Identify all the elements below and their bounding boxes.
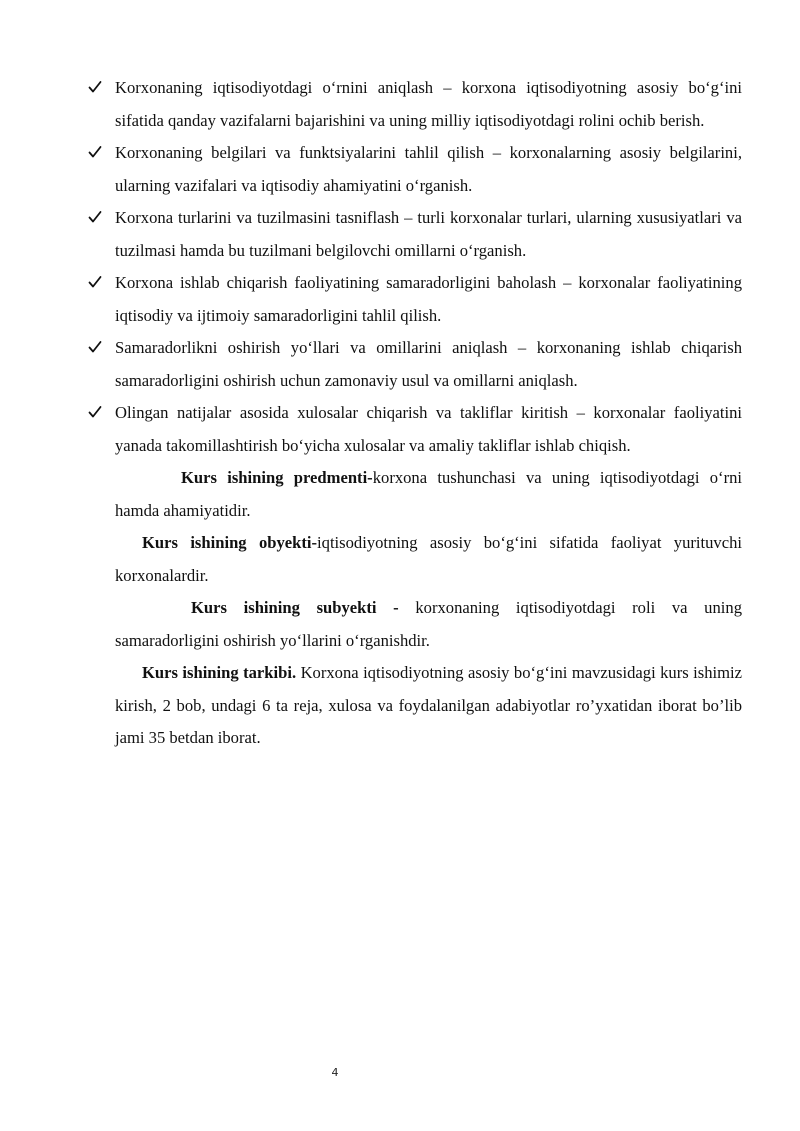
checkmark-icon: [88, 202, 108, 234]
list-item-text: Korxonaning iqtisodiyotdagi o‘rnini aniqlash – korxona iqtisodiyotning asosiy bo‘g‘ini sifatida qanday vazifalarni bajarishini va uning milliy iqtisodiyotdagi rolini ochib berish.: [115, 78, 742, 130]
list-item-text: Korxonaning belgilari va funktsiyalarini tahlil qilish – korxonalarning asosiy belgilarini, ularning vazifalari va iqtisodiy ahamiyatini o‘rganish.: [115, 143, 742, 195]
list-item-text: Olingan natijalar asosida xulosalar chiqarish va takliflar kiritish – korxonalar faoliyatini yanada takomillashtirish bo‘yicha xulosalar va amaliy takliflar ishlab chiqish.: [115, 403, 742, 455]
subyekt-paragraph: [88, 592, 742, 657]
obyekt-paragraph: [88, 527, 742, 592]
predmet-text: korxona tushunchasi va uning iqtisodiyotdagi o‘rni hamda ahamiyatidir.: [115, 468, 743, 520]
list-item: [88, 72, 742, 137]
subyekt-text: korxonaning iqtisodiyotdagi roli va uning samaradorligini oshirish yo‘llarini o‘rganishdir.: [115, 598, 742, 650]
predmet-paragraph: [88, 462, 742, 527]
obyekt-label: Kurs ishining obyekti-: [142, 533, 318, 552]
checkmark-icon: [88, 397, 108, 429]
list-item: [88, 332, 742, 397]
list-item: [88, 397, 742, 462]
tarkib-text: Korxona iqtisodiyotning asosiy bo‘g‘ini mavzusidagi kurs ishimiz kirish, 2 bob, undagi 6 ta reja, xulosa va foydalanilgan adabiyotlar ro’yxatidan iborat bo’lib jami 35 betdan iborat.: [115, 663, 742, 747]
list-item: [88, 137, 742, 202]
tarkib-label: Kurs ishining tarkibi.: [142, 663, 297, 682]
checkmark-icon: [88, 332, 108, 364]
list-item-text: Korxona ishlab chiqarish faoliyatining samaradorligini baholash – korxonalar faoliyatining iqtisodiy va ijtimoiy samaradorligini tahlil qilish.: [115, 273, 742, 325]
list-item: [88, 267, 742, 332]
obyekt-text: iqtisodiyotning asosiy bo‘g‘ini sifatida faoliyat yurituvchi korxonalardir.: [115, 533, 742, 585]
predmet-label: Kurs ishining predmenti-: [181, 468, 373, 487]
checkmark-icon: [88, 137, 108, 169]
tarkib-paragraph: [88, 657, 742, 755]
page-content: [88, 72, 742, 755]
list-item: [88, 202, 742, 267]
checkmark-icon: [88, 267, 108, 299]
list-item-text: Samaradorlikni oshirish yo‘llari va omillarini aniqlash – korxonaning ishlab chiqarish samaradorligini oshirish uchun zamonaviy usul va omillarni aniqlash.: [115, 338, 742, 390]
list-item-text: Korxona turlarini va tuzilmasini tasniflash – turli korxonalar turlari, ularning xususiyatlari va tuzilmasi hamda bu tuzilmani belgilovchi omillarni o‘rganish.: [115, 208, 742, 260]
objectives-list: [88, 72, 742, 462]
subyekt-label: Kurs ishining subyekti -: [191, 598, 399, 617]
checkmark-icon: [88, 72, 108, 104]
page-number: 4: [331, 1066, 339, 1079]
